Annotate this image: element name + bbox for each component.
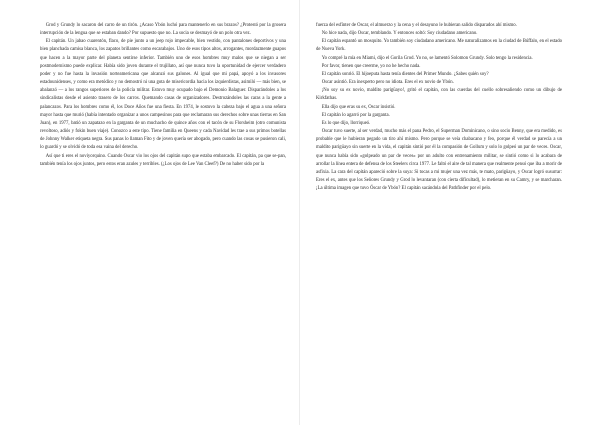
right-page [316,22,562,193]
right-paragraph: Oscar asintió. Era inexperto pero no idiota. Eres el ex novio de Ybón. [321,80,454,86]
right-paragraph: fuerza del esfínter de Oscar, el almuerzo y la cena y el desayuno le hubieran salido disparados ahí mismo. [316,23,517,28]
right-paragraph: Ella dijo que eras su ex, Oscar insistió. [321,104,396,110]
page-gutter [299,0,300,425]
right-paragraph: El capitán sonrió. El hijoeputa hasta tenía dientes del Primer Mundo. ¿Sabes quién soy? [321,71,489,77]
left-paragraph: Así que ti eres el noviyorquino. Cuando Oscar vio los ojos del capitán supo que estaba embarcado. El capitán, pa que se-pan, también tenía los ojos juntos, pero estos eran azules y terribles. (¿Los ojos de Lee Van Cleef?) De no haber sido por la [40,153,286,167]
right-paragraph: No hice nada, dijo Oscar, temblando. Y entonces soltó: Soy ciudadano americano. [321,31,478,37]
left-paragraph: El capitán. Un jabao cuarentón, flaco, de pie junto a un jeep rojo impecable, bien vestido, con pantalones deportivos y una bien planchada camisa blanca, los zapatos brillantes como escarabajos. Uno de esos tipos altos, arrogantes, mordazmente guapos que hacen a la mayor parte del planeta sentirse inferior. También uno de esos hombres muy malos que se niegan a ser postmodernismo puede explicar. Había sido joven durante el trujillato, así que nunca tuvo la oportunidad de ejercer verdadero poder y no fue hasta la invasión norteamericana que alcanzó sus galones. Al igual que mi papá, apoyó a los invasores estadounidenses, y como era metódico y no demostró ni una gota de misericordia hacia los izquierdistas, asimiló — más bien, se abalanzó — a los rangos superiores de la policía militar. Estuvo muy ocupado bajo el Demonio Balaguer. Disparándoles a los sindicalistas desde el asiento trasero de los carros. Quemando casas de organizadores. Destrozándoles las caras a la gente a palancazos. Para los hombres como él, los Doce Años fue una fiesta. En 1974, le sostuvo la cabeza bajo el agua a una señora mayor hasta que murió (había intentado organizar a unos campesinos para que reclamaran sus derechos sobre unas tierras en San Juan), en 1977, batió un zapatazo en la garganta de un muchacho de quince años con el tacón de su Florsheim (otro comunista revoltoso, adiós y fokin buen viaje). Conozco a este tipo. Tiene familia en Queens y cada Navidad les trae a sus primos botellas de Johnny Walker etiqueta negra. Sus panas lo llaman Fito y de joven quería ser abogado, pero cuando las cosas se pusieron cali, lo guardó y se olvidó de toda esa vaina del derecho. [40,39,286,151]
left-paragraph: Grod y Grundy lo sacaron del carro de un tirón. ¿Acaso Ybón luchó para mantenerlo en sus brazos? ¿Protestó por la grosera interrupción de la lengua que se estaban dando? Por supuesto que no. La socia se desmayó de un polo otra vez. [40,23,286,37]
right-paragraph: Oscar tuvo suerte, al ser verdad, mucho más el pana Pedro, el Superman Dominicano, o sino socio Benny, que era medido, es probable que le hubieran pegado un tiro ahí mismo. Pero porque se veía chabacano y feo, porque él verdad se parecía a un maldito parigüayo sin suerte en la vida, el capitán sintió por él la compasión de Gollum y solo lo golpeó un par de veces. Oscar, que nunca había sido «golpeado un par de veces» por un adulto con entrenamiento militar, se sintió como si lo acabara de arrollar la línea entera de defensa de los Steelers circa 1977. Le faltó el aire de tal manera que realmente pensó que iba a morir de asfixia. La cara del capitán apareció sobre la suya: Si tocas a mi mujer una vez más, te mato, parigüayo, y Oscar logró susurrar: Eres el ex, antes que los Señores Grundy y Grod lo levantaran (con cierta dificultad), lo metieran en su Camry, y se marcharan. ¡La última imagen que tuvo Óscar de Ybón? El capitán sacándola del Pathfinder por el pelo. [316,129,562,192]
right-paragraph: Por favor, tienen que creerme, yo no he hecho nada. [321,63,421,69]
left-page [40,22,286,169]
right-paragraph: Es lo que dijo, llorriqueó. [321,120,371,126]
right-paragraph: El capitán espantó un mosquito. Yo también soy ciudadano americano. Me naturalizamos en la ciudad de Búffalo, en el estado de Nueva York. [316,39,562,53]
right-paragraph: El capitán lo agarró por la garganta. [321,112,390,118]
right-paragraph: ¡No soy su ex novio, maldito parigüayo!, gritó el capitán, con las cuerdas del cuello sobresaliendo como un dibujo de Kirkfathas. [316,88,562,102]
right-paragraph: Yo compré la mía en Miami, dijo el Gorila Grod. Yo no, se lamentó Solomon Grundy. Solo tengo la residencia. [321,55,533,61]
